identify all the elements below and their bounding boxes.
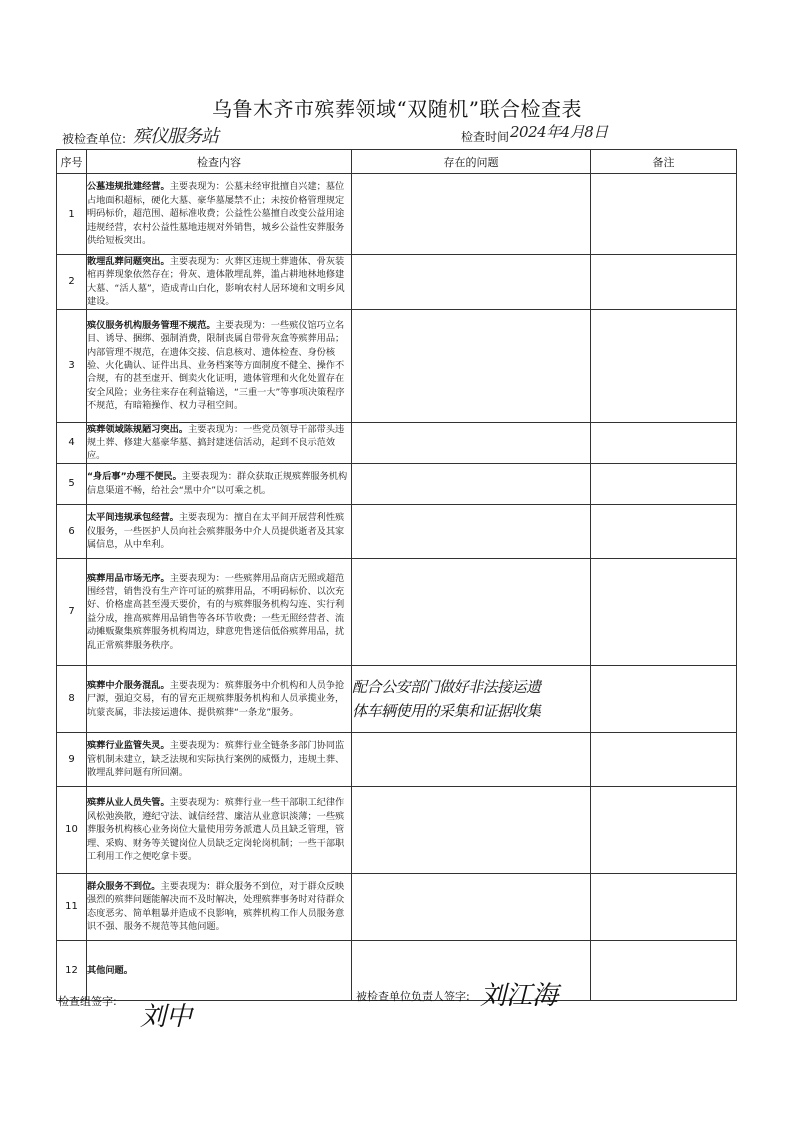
check-item-body: 主要表现为：一些党员领导干部带头违规土葬、修建大墓豪华墓、搞封建迷信活动，起到不良示范效应。 (87, 423, 345, 462)
row-number: 5 (57, 463, 87, 504)
check-item-heading: 散埋乱葬问题突出。 (87, 256, 170, 267)
check-content-cell (87, 422, 352, 463)
problem-cell (352, 558, 591, 665)
check-item-heading: 太平间违规承包经营。 (87, 512, 179, 524)
check-item-body: 主要表现为：殡葬行业全链条多部门协同监管机制未建立，缺乏法规和实际执行案例的威慑力，违规土葬、散埋乱葬问题有所回潮。 (87, 740, 345, 779)
problem-handwriting-line: 体车辆使用的采集和证据收集 (352, 701, 541, 720)
check-item-body: 主要表现为：公墓未经审批擅自兴建；墓位占地面积超标，硬化大墓、豪华墓屡禁不止；未按价格管理规定明码标价，超范围、超标准收费；公益性公墓擅自改变公益用途违规经营，农村公益性墓地违规对外销售，城乡公益性安葬服务供给短板突出。 (87, 181, 345, 247)
check-content-cell (87, 174, 352, 255)
row-number: 2 (57, 255, 87, 310)
check-item-heading: 殡葬中介服务混乱。 (87, 679, 170, 691)
header-problems: 存在的问题 (352, 150, 591, 174)
row-number: 8 (57, 665, 87, 732)
check-content-cell (87, 558, 352, 665)
header-seq-no: 序号 (57, 150, 87, 174)
table-row (57, 665, 737, 732)
remarks-cell (591, 665, 737, 732)
check-item-body: 主要表现为：火葬区违规土葬遗体、骨灰装棺再葬现象依然存在；骨灰、遗体散埋乱葬，滥占耕地林地修建大墓、“活人墓”，造成青山白化，影响农村人居环境和文明乡风建设。 (87, 256, 345, 308)
check-content-cell (87, 873, 352, 940)
inspection-time-handwriting: 2024年4月8日 (510, 123, 608, 141)
problem-cell (352, 665, 591, 732)
problem-cell (352, 873, 591, 940)
check-item-body: 主要表现为：一些殡葬用品商店无照或超范围经营，销售没有生产许可证的殡葬用品，不明码标价、以次充好、价格虚高甚至漫天要价，有的与殡葬服务机构勾连、实行利益分成，推高殡葬用品销售等各环节收费；一些无照经营者、流动摊贩聚集殡葬服务机构周边，肆意兜售迷信低俗殡葬用品，扰乱正常殡葬服务秩序。 (87, 572, 345, 651)
header-check-content: 检查内容 (87, 150, 352, 174)
inspection-time-label: 检查时间 (461, 130, 510, 144)
check-content-cell (87, 504, 352, 558)
table-row (57, 504, 737, 558)
table-header-row (57, 150, 737, 174)
table-row (57, 255, 737, 310)
check-item-body: 主要表现为：群众获取正规殡葬服务机构信息渠道不畅，给社会“黑中介”以可乘之机。 (87, 471, 348, 496)
inspection-table (56, 149, 737, 1001)
row-number: 3 (57, 309, 87, 422)
row-number: 4 (57, 422, 87, 463)
row-number: 6 (57, 504, 87, 558)
check-item-heading: 殡葬行业监管失灵。 (87, 740, 170, 752)
table-row (57, 174, 737, 255)
remarks-cell (591, 786, 737, 873)
table-row (57, 558, 737, 665)
table-row (57, 786, 737, 873)
row-number: 10 (57, 786, 87, 873)
row-number: 9 (57, 732, 87, 786)
check-content-cell (87, 255, 352, 310)
inspection-team-signature-label: 检查组签字: (58, 995, 117, 1008)
check-content-cell (87, 463, 352, 504)
check-item-heading: 殡葬领域陈规陋习突出。 (87, 423, 189, 435)
check-item-heading: 殡葬用品市场无序。 (87, 572, 170, 584)
check-item-body: 主要表现为：一些殡仪馆巧立名目、诱导、捆绑、强制消费，限制丧属自带骨灰盒等殡葬用品；内部管理不规范，在遗体交接、信息核对、遗体检查、身份核验、火化确认、证件出具、业务档案等方面制度不健全、操作不合规，有的甚至虚开、倒卖火化证明，遗体管理和火化处置存在安全风险；业务往来存在利益输送，“三重一大”等事项决策程序不规范，有暗箱操作、权力寻租空间。 (87, 319, 345, 412)
check-item-body: 主要表现为：群众服务不到位，对于群众反映强烈的殡葬问题能解决而不及时解决，处理殡葬事务时对待群众态度恶劣、简单粗暴并造成不良影响，殡葬机构工作人员服务意识不强、服务不规范等其他问题。 (87, 881, 345, 933)
check-content-cell (87, 732, 352, 786)
row-number: 1 (57, 174, 87, 255)
remarks-cell (591, 873, 737, 940)
remarks-cell (591, 940, 737, 1000)
check-item-body: 主要表现为：殡葬服务中介机构和人员争抢尸源，强迫交易，有的冒充正规殡葬服务机构和人员承揽业务，坑蒙丧属，非法接运遗体、提供殡葬“一条龙”服务。 (87, 679, 345, 718)
check-item-heading: 群众服务不到位。 (87, 881, 161, 893)
remarks-cell (591, 309, 737, 422)
inspected-unit-handwriting: 殡仪服务站 (133, 126, 218, 147)
check-item-heading: 殡葬从业人员失管。 (87, 797, 170, 809)
problem-handwriting-line: 配合公安部门做好非法接运遗 (352, 677, 541, 696)
header-remarks: 备注 (591, 150, 737, 174)
problem-cell (352, 463, 591, 504)
remarks-cell (591, 255, 737, 310)
check-content-cell (87, 309, 352, 422)
check-item-heading: 公墓违规批建经营。 (87, 181, 170, 193)
table-row (57, 463, 737, 504)
check-content-cell (87, 940, 352, 1000)
check-item-body: 主要表现为：殡葬行业一些干部职工纪律作风松弛涣散，遵纪守法、诚信经营、廉洁从业意识淡薄；一些殡葬服务机构核心业务岗位大量使用劳务派遣人员且缺乏管理，管理、采购、财务等关键岗位人员缺乏定岗轮岗机制；一些干部职工利用工作之便吃拿卡要。 (87, 797, 345, 862)
problem-cell (352, 732, 591, 786)
problem-cell (352, 786, 591, 873)
row-number: 11 (57, 873, 87, 940)
remarks-cell (591, 504, 737, 558)
problem-cell (352, 422, 591, 463)
remarks-cell (591, 422, 737, 463)
problem-cell (352, 504, 591, 558)
problem-cell (352, 255, 591, 310)
table-row (57, 873, 737, 940)
check-item-body: 主要表现为：擅自在太平间开展营利性殡仪服务，一些医护人员向社会殡葬服务中介人员提供逝者及其家属信息，从中牟利。 (87, 512, 345, 551)
unit-head-signature: 刘江海 (480, 981, 559, 1011)
check-item-heading: 其他问题。 (87, 964, 133, 976)
problem-cell (352, 309, 591, 422)
check-item-heading: 殡仪服务机构服务管理不规范。 (87, 319, 216, 331)
problem-cell (352, 174, 591, 255)
check-item-heading: “身后事”办理不便民。 (87, 471, 182, 483)
table-row (57, 309, 737, 422)
check-content-cell (87, 786, 352, 873)
table-row (57, 732, 737, 786)
row-number: 7 (57, 558, 87, 665)
check-content-cell (87, 665, 352, 732)
inspected-unit-label: 被检查单位: (62, 132, 127, 146)
remarks-cell (591, 463, 737, 504)
inspection-team-signature: 刘中 (140, 1002, 193, 1032)
remarks-cell (591, 732, 737, 786)
remarks-cell (591, 174, 737, 255)
row-number: 12 (57, 940, 87, 1000)
document-title: 乌鲁木齐市殡葬领域“双随机”联合检查表 (212, 97, 582, 121)
remarks-cell (591, 558, 737, 665)
table-row (57, 422, 737, 463)
unit-head-signature-label: 被检查单位负责人签字: (356, 990, 470, 1003)
